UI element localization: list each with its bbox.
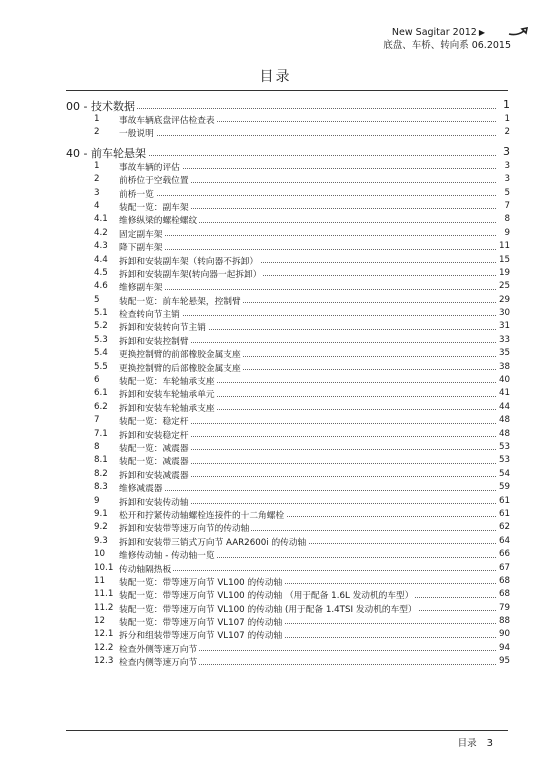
entry-title: 装配一览：带等速万向节 VL100 的传动轴 （用于配备 1.6L 发动机的车型） — [119, 591, 414, 602]
entry-number: 4 — [94, 200, 100, 211]
entry-title: 前桥一览 — [119, 189, 154, 200]
toc-entry[interactable] — [66, 334, 510, 347]
toc-entry[interactable] — [66, 414, 510, 427]
entry-title: 更换控制臂的后部橡胶金属支座 — [119, 363, 241, 374]
entry-page-number: 59 — [496, 482, 510, 492]
entry-number: 9.1 — [94, 508, 108, 519]
triangle-icon: ▶ — [478, 28, 485, 37]
toc-entry[interactable] — [66, 535, 510, 548]
entry-page-number: 31 — [496, 321, 510, 331]
entry-number: 3 — [94, 187, 100, 198]
entry-number: 4.5 — [94, 267, 108, 278]
table-of-contents — [66, 96, 510, 669]
entry-number: 11.2 — [94, 602, 114, 613]
leader-dots — [119, 289, 496, 290]
entry-page-number: 19 — [496, 268, 510, 278]
entry-page-number: 25 — [496, 281, 510, 291]
entry-page-number: 88 — [496, 616, 510, 626]
entry-number: 8.2 — [94, 468, 108, 479]
entry-title: 固定副车架 — [119, 229, 163, 240]
toc-entry[interactable] — [66, 347, 510, 360]
entry-page-number: 9 — [496, 228, 510, 238]
entry-page-number: 1 — [496, 114, 510, 124]
leader-dots — [119, 490, 496, 491]
entry-title: 维修减震器 — [119, 484, 163, 495]
entry-title: 检查内侧等速万向节 — [119, 658, 198, 669]
leader-dots — [119, 235, 496, 236]
toc-entry[interactable] — [66, 495, 510, 508]
entry-title: 拆卸和安装车轮轴承支座 — [119, 403, 215, 414]
toc-section[interactable] — [66, 96, 510, 113]
entry-page-number: 48 — [496, 415, 510, 425]
toc-entry[interactable] — [66, 628, 510, 641]
entry-title: 松开和拧紧传动轴螺栓连接件的十二角螺栓 — [119, 510, 285, 521]
entry-page-number: 68 — [496, 589, 510, 599]
entry-title: 拆卸和安装转向节主销 — [119, 323, 206, 334]
model-name: New Sagitar 2012 — [391, 27, 477, 38]
entry-title: 装配一览：减震器 — [119, 457, 189, 468]
entry-page-number: 90 — [496, 629, 510, 639]
entry-number: 2 — [94, 127, 100, 138]
entry-number: 5.4 — [94, 348, 108, 359]
entry-number: 4.1 — [94, 214, 108, 225]
entry-page-number: 53 — [496, 455, 510, 465]
entry-number: 8 — [94, 441, 100, 452]
toc-entry[interactable] — [66, 307, 510, 320]
entry-page-number: 8 — [496, 214, 510, 224]
entry-page-number: 11 — [496, 241, 510, 251]
toc-entry[interactable] — [66, 267, 510, 280]
footer-divider — [66, 730, 508, 731]
page-footer — [458, 735, 493, 749]
entry-title: 降下副车架 — [119, 243, 163, 254]
model-line — [383, 27, 511, 39]
entry-page-number: 94 — [496, 643, 510, 653]
entry-number: 2 — [94, 174, 100, 185]
entry-page-number: 29 — [496, 295, 510, 305]
entry-title: 维修副车架 — [119, 283, 163, 294]
entry-page-number: 35 — [496, 348, 510, 358]
toc-entry[interactable] — [66, 160, 510, 173]
entry-title: 维修纵梁的螺栓螺纹 — [119, 216, 198, 227]
leader-dots — [119, 249, 496, 250]
entry-number: 4.4 — [94, 254, 108, 265]
manual-subtitle: 底盘、车桥、转向系 06.2015 — [383, 40, 511, 51]
entry-number: 10 — [94, 549, 106, 560]
entry-number: 11.1 — [94, 589, 114, 600]
entry-title: 拆卸和安装车轮轴承单元 — [119, 390, 215, 401]
entry-page-number: 54 — [496, 469, 510, 479]
section-page-number: 3 — [496, 145, 510, 158]
entry-page-number: 41 — [496, 388, 510, 398]
entry-title: 传动轴隔热板 — [119, 564, 172, 575]
entry-page-number: 62 — [496, 522, 510, 532]
entry-title: 检查外侧等速万向节 — [119, 644, 198, 655]
entry-title: 装配一览：前车轮悬架，控制臂 — [119, 296, 241, 307]
entry-page-number: 2 — [496, 127, 510, 137]
toc-entry[interactable] — [66, 615, 510, 628]
entry-number: 1 — [94, 114, 100, 124]
toc-entry[interactable] — [66, 126, 510, 139]
footer-label: 目录 — [457, 738, 477, 749]
entry-number: 12 — [94, 616, 106, 627]
entry-number: 12.1 — [94, 629, 114, 640]
entry-number: 1 — [94, 160, 100, 171]
toc-entry[interactable] — [66, 294, 510, 307]
entry-number: 12.3 — [94, 656, 114, 667]
toc-entry[interactable] — [66, 240, 510, 253]
entry-page-number: 79 — [496, 603, 510, 613]
toc-entry[interactable] — [66, 254, 510, 267]
entry-title: 拆卸和安装控制臂 — [119, 336, 189, 347]
entry-page-number: 3 — [496, 174, 510, 184]
entry-number: 12.2 — [94, 642, 114, 653]
entry-title: 检查转向节主销 — [119, 310, 180, 321]
entry-page-number: 95 — [496, 656, 510, 666]
entry-number: 8.3 — [94, 482, 108, 493]
toc-entry[interactable] — [66, 227, 510, 240]
toc-entry[interactable] — [66, 280, 510, 293]
entry-number: 10.1 — [94, 562, 114, 573]
toc-entry[interactable] — [66, 401, 510, 414]
entry-title: 维修传动轴 - 传动轴一览 — [119, 551, 215, 562]
toc-entry[interactable] — [66, 588, 510, 601]
entry-page-number: 53 — [496, 442, 510, 452]
toc-entry[interactable] — [66, 548, 510, 561]
entry-number: 11 — [94, 575, 106, 586]
toc-entry[interactable] — [66, 113, 510, 126]
entry-number: 5.2 — [94, 321, 108, 332]
leader-dots — [119, 570, 496, 571]
entry-page-number: 33 — [496, 335, 510, 345]
toc-entry[interactable] — [66, 468, 510, 481]
toc-entry[interactable] — [66, 374, 510, 387]
entry-page-number: 68 — [496, 576, 510, 586]
entry-number: 9.3 — [94, 535, 108, 546]
entry-title: 装配一览：带等速万向节 VL100 的传动轴 (用于配备 1.4TSI 发动机的车型） — [119, 604, 417, 615]
entry-number: 6.2 — [94, 401, 108, 412]
entry-number: 5.3 — [94, 334, 108, 345]
entry-title: 拆分和组装带等速万向节 VL107 的传动轴 — [119, 631, 283, 642]
toc-entry[interactable] — [66, 441, 510, 454]
toc-entry[interactable] — [66, 575, 510, 588]
entry-number: 6.1 — [94, 388, 108, 399]
entry-page-number: 3 — [496, 161, 510, 171]
toc-entry[interactable] — [66, 562, 510, 575]
entry-number: 7 — [94, 415, 100, 426]
entry-number: 4.6 — [94, 281, 108, 292]
divider — [66, 90, 508, 91]
brand-swoosh-icon — [507, 27, 529, 37]
entry-number: 5 — [94, 294, 100, 305]
entry-title: 前桥位于空载位置 — [119, 176, 189, 187]
entry-page-number: 48 — [496, 429, 510, 439]
toc-entry[interactable] — [66, 428, 510, 441]
entry-title: 拆卸和安装副车架(转向器一起拆卸） — [119, 269, 262, 280]
toc-entry[interactable] — [66, 320, 510, 333]
entry-number: 4.2 — [94, 227, 108, 238]
entry-title: 装配一览：带等速万向节 VL107 的传动轴 — [119, 618, 283, 629]
entry-number: 9.2 — [94, 522, 108, 533]
leader-dots — [119, 135, 496, 136]
entry-title: 拆卸和安装副车架（转向器不拆卸） — [119, 256, 258, 267]
entry-number: 9 — [94, 495, 100, 506]
toc-entry[interactable] — [66, 213, 510, 226]
footer-page-number: 3 — [486, 738, 493, 749]
toc-entry[interactable] — [66, 481, 510, 494]
toc-entry[interactable] — [66, 642, 510, 655]
entry-title: 拆卸和安装带三销式万向节 AAR2600i 的传动轴 — [119, 537, 307, 548]
entry-title: 一般说明 — [119, 129, 154, 140]
entry-title: 事故车辆的评估 — [119, 162, 180, 173]
page-header — [383, 27, 511, 52]
section-title: 40 - 前车轮悬架 — [66, 146, 146, 160]
entry-page-number: 64 — [496, 536, 510, 546]
toc-entry[interactable] — [66, 508, 510, 521]
entry-page-number: 30 — [496, 308, 510, 318]
toc-entry[interactable] — [66, 387, 510, 400]
entry-page-number: 5 — [496, 188, 510, 198]
entry-page-number: 61 — [496, 496, 510, 506]
entry-page-number: 38 — [496, 362, 510, 372]
entry-title: 拆卸和安装传动轴 — [119, 497, 189, 508]
entry-title: 装配一览：副车架 — [119, 202, 189, 213]
entry-title: 装配一览：带等速万向节 VL100 的传动轴 — [119, 577, 283, 588]
entry-page-number: 15 — [496, 255, 510, 265]
toc-entry[interactable] — [66, 454, 510, 467]
entry-page-number: 7 — [496, 201, 510, 211]
entry-title: 装配一览：稳定杆 — [119, 417, 189, 428]
entry-title: 装配一览：车轮轴承支座 — [119, 377, 215, 388]
entry-page-number: 66 — [496, 549, 510, 559]
entry-title: 事故车辆底盘评估检查表 — [119, 116, 215, 126]
entry-number: 6 — [94, 375, 100, 386]
entry-number: 4.3 — [94, 241, 108, 252]
entry-title: 更换控制臂的前部橡胶金属支座 — [119, 350, 241, 361]
entry-page-number: 40 — [496, 375, 510, 385]
entry-number: 8.1 — [94, 455, 108, 466]
entry-number: 5.1 — [94, 308, 108, 319]
toc-entry[interactable] — [66, 655, 510, 668]
entry-title: 拆卸和安装减震器 — [119, 470, 189, 481]
entry-number: 5.5 — [94, 361, 108, 372]
toc-entry[interactable] — [66, 602, 510, 615]
toc-entry[interactable] — [66, 187, 510, 200]
toc-entry[interactable] — [66, 200, 510, 213]
toc-entry[interactable] — [66, 361, 510, 374]
section-page-number: 1 — [496, 98, 510, 111]
entry-number: 7.1 — [94, 428, 108, 439]
entry-page-number: 67 — [496, 563, 510, 573]
toc-entry[interactable] — [66, 173, 510, 186]
entry-title: 装配一览：减震器 — [119, 443, 189, 454]
section-title: 00 - 技术数据 — [66, 100, 135, 113]
entry-title: 拆卸和安装稳定杆 — [119, 430, 189, 441]
entry-title: 拆卸和安装带等速万向节的传动轴 — [119, 524, 250, 535]
leader-dots — [119, 195, 496, 196]
toc-section[interactable] — [66, 143, 510, 160]
entry-page-number: 61 — [496, 509, 510, 519]
page-title: 目录 — [259, 69, 292, 85]
toc-entry[interactable] — [66, 521, 510, 534]
entry-page-number: 44 — [496, 402, 510, 412]
